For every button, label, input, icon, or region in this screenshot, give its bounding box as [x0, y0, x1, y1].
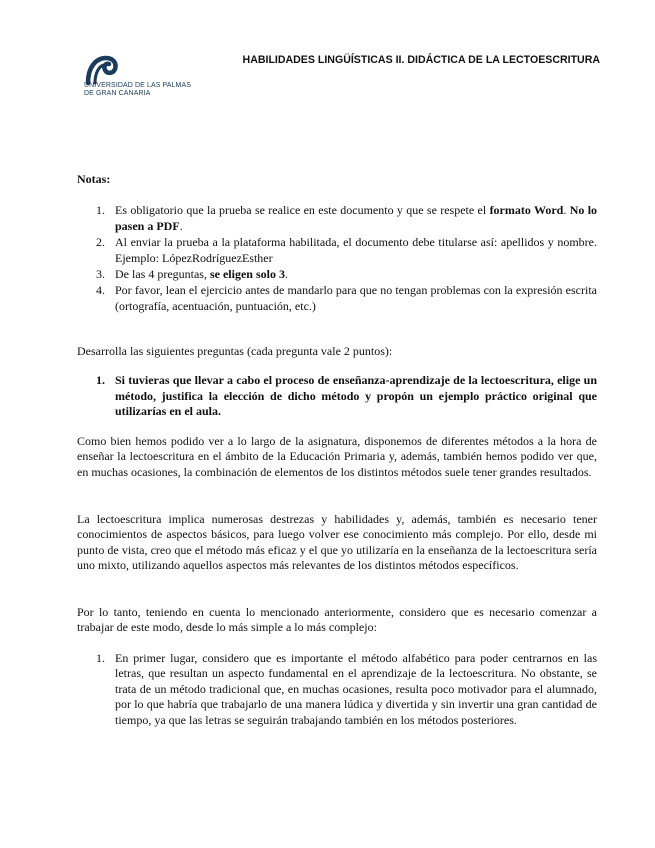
logo-emblem-icon — [82, 55, 122, 85]
question-1 — [77, 373, 597, 420]
question-number: 1. — [96, 373, 105, 387]
answer-paragraph-2: La lectoescritura implica numerosas destrezas y habilidades y, además, también es necesario tener conocimientos de aspectos básicos, para luego volver ese conocimiento más complejo. Por ello, desde mi punto de vista, creo que el método más eficaz y el que yo utilizaría en la enseñanza de la lectoescritura sería uno mixto, utilizando aquellos aspectos más relevantes de los distintos métodos específicos. — [77, 512, 597, 573]
answer-paragraph-1: Como bien hemos podido ver a lo largo de la asignatura, disponemos de diferentes métodos a la hora de enseñar la lectoescritura en el ámbito de la Educación Primaria y, además, también hemos podido ver que, en muchas ocasiones, la combinación de elementos de los distintos métodos suele tener grandes resultados. — [77, 434, 597, 479]
logo-line-1: UNIVERSIDAD DE LAS PALMAS — [84, 82, 192, 89]
note-number: 3. — [96, 267, 105, 281]
note-item — [77, 202, 597, 234]
note-text: . — [179, 219, 183, 233]
note-text: . — [563, 203, 570, 217]
note-number: 2. — [96, 235, 105, 249]
document-header-title: HABILIDADES LINGÜÍSTICAS II. DIDÁCTICA DE LA LECTOESCRITURA — [242, 54, 600, 66]
note-item — [77, 266, 597, 282]
note-bold: formato Word — [489, 203, 564, 217]
note-text: Al enviar la prueba a la plataforma habilitada, el documento debe titularse así: apellidos y nombre. Ejemplo: LópezRodríguezEsther — [115, 235, 597, 265]
answer-paragraph-3: Por lo tanto, teniendo en cuenta lo mencionado anteriormente, considero que es necesario comenzar a trabajar de este modo, desde lo más simple a lo más complejo: — [77, 605, 597, 635]
note-item — [77, 282, 597, 314]
note-text: De las 4 preguntas, — [115, 267, 210, 281]
list-item-number: 1. — [96, 651, 105, 665]
university-logo — [82, 55, 192, 107]
note-bold: se eligen solo 3 — [209, 267, 285, 281]
answer-list-item-1 — [77, 651, 597, 728]
instructions-intro: Desarrolla las siguientes preguntas (cada pregunta vale 2 puntos): — [77, 344, 393, 358]
note-text: . — [284, 267, 288, 281]
note-text: Es obligatorio que la prueba se realice en este documento y que se respete el — [115, 203, 490, 217]
logo-line-2: DE GRAN CANARIA — [84, 90, 151, 97]
note-item — [77, 234, 597, 266]
list-item-text: En primer lugar, considero que es importante el método alfabético para poder centrarnos en las letras, que resultan un aspecto fundamental en el aprendizaje de la lectoescritura. No obstante, se trata de un método tradicional que, en muchas ocasiones, resulta poco motivador para el alumnado, por lo que habría que trabajarlo de una manera lúdica y divertida y sin invertir una gran cantidad de tiempo, ya que las letras se seguirán trabajando también en los métodos posteriores. — [115, 651, 597, 727]
note-number: 1. — [96, 203, 105, 217]
notes-list — [77, 202, 597, 314]
logo-text — [84, 82, 191, 98]
note-bold: No lo pasen a PDF — [115, 203, 598, 233]
note-text: Por favor, lean el ejercicio antes de mandarlo para que no tengan problemas con la expresión escrita (ortografía, acentuación, puntuación, etc.) — [115, 283, 597, 313]
note-number: 4. — [96, 283, 105, 297]
question-text: Si tuvieras que llevar a cabo el proceso de enseñanza-aprendizaje de la lectoescritura, elige un método, justifica la elección de dicho método y propón un ejemplo práctico original que utilizarías en el aula. — [115, 373, 597, 418]
notes-heading: Notas: — [77, 172, 111, 186]
